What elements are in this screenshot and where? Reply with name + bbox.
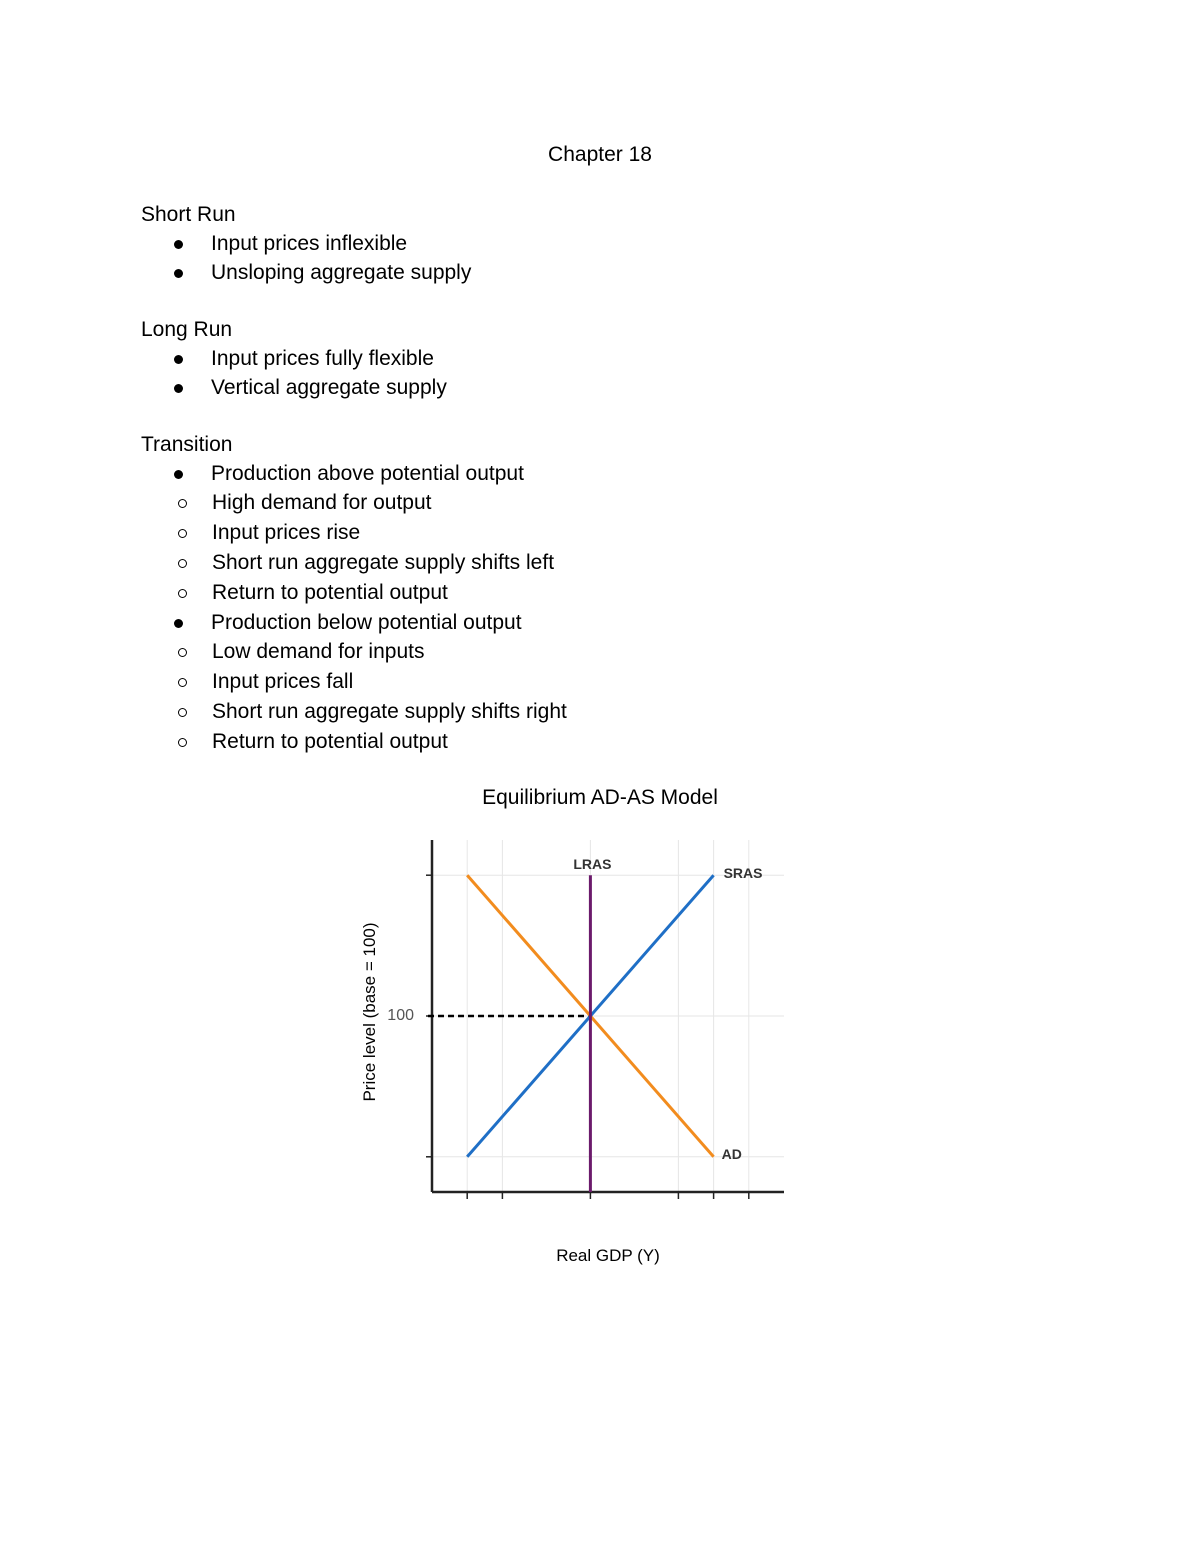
ad-as-chart: [340, 830, 800, 1280]
section-heading: Transition: [141, 433, 233, 456]
list-item: Production below potential output Low demand for inputs Input prices fall Short run aggregate supply shifts right Return to potential output: [141, 608, 567, 757]
y-axis-label: Price level (base = 100): [360, 922, 379, 1102]
bullet-dot-icon: [174, 240, 183, 249]
sub-list-item: High demand for output: [141, 488, 567, 518]
section-heading: Short Run: [141, 203, 236, 226]
sub-list-item: Short run aggregate supply shifts left: [141, 548, 567, 578]
sub-list-item: Input prices rise: [141, 518, 567, 548]
series-label-lras: LRAS: [573, 856, 612, 873]
bullet-list: [141, 459, 567, 757]
bullet-dot-icon: [174, 470, 183, 479]
bullet-ring-icon: [178, 559, 187, 568]
bullet-ring-icon: [178, 648, 187, 657]
bullet-dot-icon: [174, 384, 183, 393]
bullet-ring-icon: [178, 589, 187, 598]
bullet-dot-icon: [174, 355, 183, 364]
section-long-run: [141, 315, 447, 402]
bullet-list: [141, 344, 447, 402]
section-heading: Long Run: [141, 318, 233, 341]
bullet-dot-icon: [174, 269, 183, 278]
list-item: Vertical aggregate supply: [141, 373, 447, 402]
page-title: Chapter 18: [548, 143, 652, 166]
bullet-ring-icon: [178, 529, 187, 538]
sub-list-item: Short run aggregate supply shifts right: [141, 697, 567, 727]
bullet-ring-icon: [178, 678, 187, 687]
chart-title: Equilibrium AD-AS Model: [482, 786, 718, 809]
bullet-dot-icon: [174, 619, 183, 628]
list-item: Input prices fully flexible: [141, 344, 447, 373]
bullet-ring-icon: [178, 708, 187, 717]
sub-list-item: Return to potential output: [141, 578, 567, 608]
sub-bullet-list: [141, 488, 567, 608]
y-tick-label: 100: [387, 1007, 414, 1024]
section-short-run: [141, 200, 471, 287]
bullet-list: [141, 229, 471, 287]
series-label-sras: SRAS: [723, 865, 763, 882]
list-item: Input prices inflexible: [141, 229, 471, 258]
section-transition: [141, 430, 567, 757]
sub-list-item: Low demand for inputs: [141, 637, 567, 667]
list-item: Production above potential output High demand for output Input prices rise Short run aggregate supply shifts left Return to potential output: [141, 459, 567, 608]
bullet-ring-icon: [178, 499, 187, 508]
sub-bullet-list: [141, 637, 567, 757]
sub-list-item: Return to potential output: [141, 727, 567, 757]
list-item: Unsloping aggregate supply: [141, 258, 471, 287]
bullet-ring-icon: [178, 738, 187, 747]
series-label-ad: AD: [721, 1145, 742, 1162]
sub-list-item: Input prices fall: [141, 667, 567, 697]
x-axis-label: Real GDP (Y): [556, 1246, 660, 1265]
